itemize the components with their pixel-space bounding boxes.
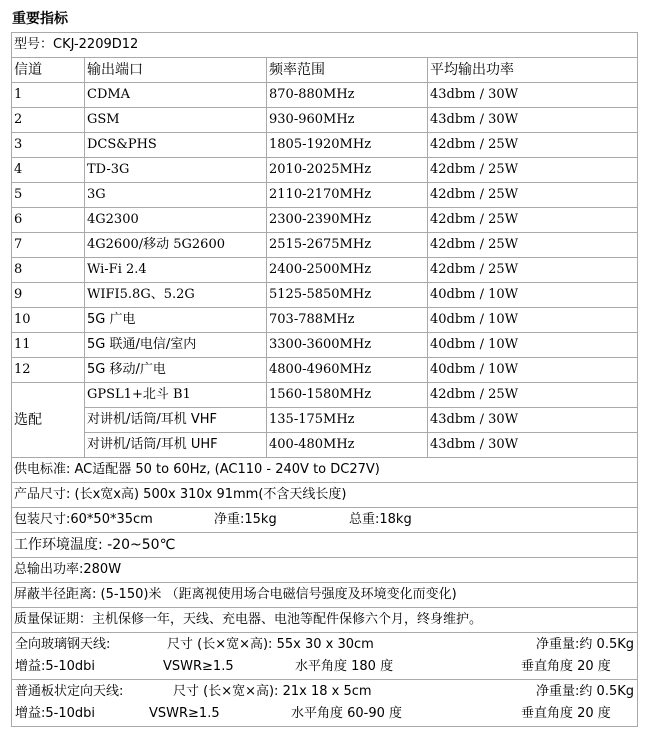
power-cell: 42dbm / 25W [428,183,638,208]
power-cell: 43dbm / 30W [428,83,638,108]
port-cell: 对讲机/话筒/耳机 UHF [85,433,267,458]
port-cell: 对讲机/话筒/耳机 VHF [85,408,267,433]
port-cell: Wi-Fi 2.4 [85,258,267,283]
antenna1-vswr: VSWR≥1.5 [163,659,234,674]
power-cell: 40dbm / 10W [428,283,638,308]
port-cell: 5G 移动/广电 [85,358,267,383]
table-row [12,83,638,108]
gross-weight: 总重:18kg [349,512,412,527]
temperature: 工作环境温度: -20~50℃ [12,533,638,558]
freq-cell: 3300-3600MHz [267,333,428,358]
total-power-row [12,558,638,583]
antenna2-cell [12,680,638,727]
power-supply-row [12,458,638,483]
table-row [12,283,638,308]
freq-cell: 2300-2390MHz [267,208,428,233]
channel-cell: 9 [12,283,85,308]
antenna2-vswr: VSWR≥1.5 [149,706,220,721]
table-row [12,208,638,233]
power-cell: 40dbm / 10W [428,358,638,383]
warranty-row [12,608,638,633]
package-size: 包装尺寸:60*50*35cm [14,512,153,527]
antenna1-row [12,633,638,680]
channel-cell: 3 [12,133,85,158]
antenna1-line2 [15,656,634,678]
model-row [12,33,638,58]
channel-cell: 5 [12,183,85,208]
table-row [12,333,638,358]
package-cell [12,508,638,533]
port-cell: 5G 联通/电信/室内 [85,333,267,358]
total-power: 总输出功率:280W [12,558,638,583]
channel-cell: 11 [12,333,85,358]
antenna2-size: 尺寸 (长×宽×高): 21x 18 x 5cm [173,684,372,699]
port-cell: GSM [85,108,267,133]
channel-cell: 6 [12,208,85,233]
table-row [12,383,638,408]
port-cell: 4G2300 [85,208,267,233]
power-cell: 42dbm / 25W [428,158,638,183]
col-power: 平均输出功率 [428,58,638,83]
shield-row [12,583,638,608]
product-size: 产品尺寸: (长x宽x高) 500x 310x 91mm(不含天线长度) [12,483,638,508]
net-weight: 净重:15kg [214,512,277,527]
power-cell: 40dbm / 10W [428,308,638,333]
antenna2-h-angle: 水平角度 60-90 度 [291,706,403,721]
shield-radius: 屏蔽半径距离: (5-150)米 （距离视使用场合电磁信号强度及环境变化而变化) [12,583,638,608]
product-size-row [12,483,638,508]
freq-cell: 1560-1580MHz [267,383,428,408]
temperature-row [12,533,638,558]
power-cell: 42dbm / 25W [428,258,638,283]
col-channel: 信道 [12,58,85,83]
antenna1-size: 尺寸 (长×宽×高): 55x 30 x 30cm [167,637,374,652]
port-cell: DCS&PHS [85,133,267,158]
channel-cell: 10 [12,308,85,333]
channel-cell: 8 [12,258,85,283]
antenna1-gain: 增益:5-10dbi [15,659,95,674]
col-freq: 频率范围 [267,58,428,83]
spec-table [11,32,638,727]
antenna2-weight: 净重量:约 0.5Kg [536,684,634,699]
heading: 重要指标 [12,11,68,27]
channel-cell: 2 [12,108,85,133]
freq-cell: 2400-2500MHz [267,258,428,283]
port-cell: WIFI5.8G、5.2G [85,283,267,308]
freq-cell: 2515-2675MHz [267,233,428,258]
antenna2-gain: 增益:5-10dbi [15,706,95,721]
header-row [12,58,638,83]
power-cell: 42dbm / 25W [428,133,638,158]
power-cell: 42dbm / 25W [428,233,638,258]
freq-cell: 2010-2025MHz [267,158,428,183]
port-cell: TD-3G [85,158,267,183]
channel-cell: 12 [12,358,85,383]
antenna2-line1 [15,681,634,703]
table-row [12,408,638,433]
power-cell: 43dbm / 30W [428,108,638,133]
channel-cell: 1 [12,83,85,108]
model-cell: 型号：CKJ-2209D12 [12,33,638,58]
power-cell: 42dbm / 25W [428,208,638,233]
power-cell: 40dbm / 10W [428,333,638,358]
antenna1-weight: 净重量:约 0.5Kg [536,637,634,652]
freq-cell: 4800-4960MHz [267,358,428,383]
antenna1-name: 全向玻璃钢天线: [15,637,111,652]
freq-cell: 930-960MHz [267,108,428,133]
antenna2-v-angle: 垂直角度 20 度 [521,706,611,721]
table-row [12,158,638,183]
antenna1-line1 [15,634,634,656]
warranty: 质量保证期：主机保修一年，天线、充电器、电池等配件保修六个月，终身维护。 [12,608,638,633]
antenna2-line2 [15,703,634,725]
freq-cell: 703-788MHz [267,308,428,333]
table-row [12,308,638,333]
table-row [12,433,638,458]
table-row [12,133,638,158]
freq-cell: 1805-1920MHz [267,133,428,158]
table-row [12,183,638,208]
antenna1-v-angle: 垂直角度 20 度 [521,659,611,674]
table-row [12,108,638,133]
antenna2-name: 普通板状定向天线: [15,684,124,699]
table-row [12,358,638,383]
port-cell: GPSL1+北斗 B1 [85,383,267,408]
channel-cell: 4 [12,158,85,183]
freq-cell: 5125-5850MHz [267,283,428,308]
port-cell: 4G2600/移动 5G2600 [85,233,267,258]
package-row [12,508,638,533]
table-row [12,258,638,283]
channel-cell: 7 [12,233,85,258]
port-cell: 5G 广电 [85,308,267,333]
freq-cell: 400-480MHz [267,433,428,458]
col-port: 输出端口 [85,58,267,83]
port-cell: CDMA [85,83,267,108]
freq-cell: 2110-2170MHz [267,183,428,208]
freq-cell: 135-175MHz [267,408,428,433]
power-cell: 42dbm / 25W [428,383,638,408]
power-supply: 供电标准: AC适配器 50 to 60Hz, (AC110 - 240V to DC27V) [12,458,638,483]
power-cell: 43dbm / 30W [428,433,638,458]
freq-cell: 870-880MHz [267,83,428,108]
port-cell: 3G [85,183,267,208]
antenna2-row [12,680,638,727]
antenna1-cell [12,633,638,680]
antenna1-h-angle: 水平角度 180 度 [295,659,394,674]
optional-label: 选配 [12,383,85,458]
power-cell: 43dbm / 30W [428,408,638,433]
table-row [12,233,638,258]
